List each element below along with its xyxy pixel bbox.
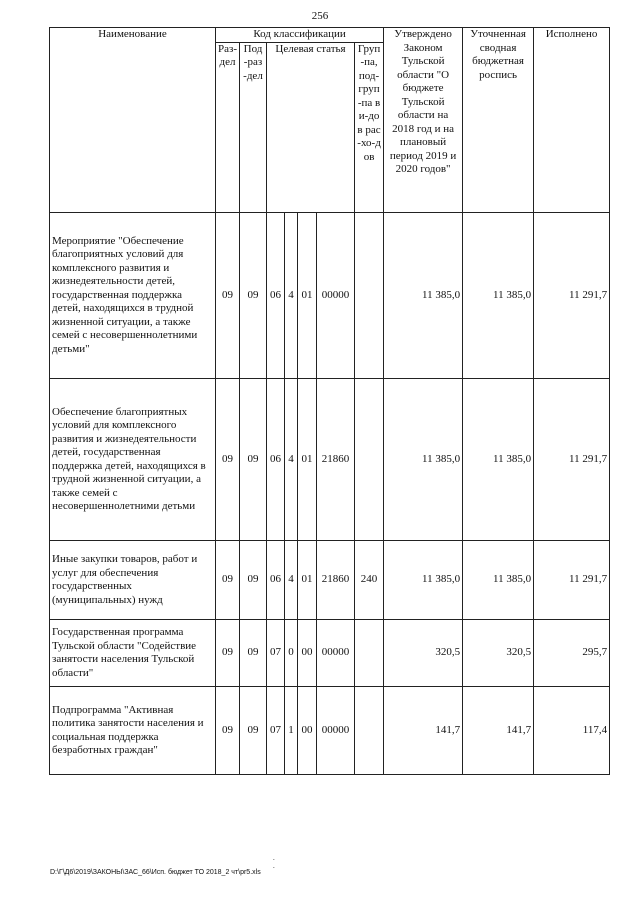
row-code-2: 0 [285, 620, 298, 687]
row-group [355, 213, 384, 379]
row-name: Подпрограмма "Активная политика занятости населения и социальная поддержка безработных граждан" [50, 687, 216, 775]
row-code-4: 21860 [317, 379, 355, 541]
row-executed: 11 291,7 [534, 213, 610, 379]
row-code-3: 01 [298, 379, 317, 541]
row-refined: 11 385,0 [463, 541, 534, 620]
header-refined: Уточненная сводная бюджетная роспись [463, 28, 534, 213]
header-code: Код классификации [216, 28, 384, 43]
row-approved: 11 385,0 [384, 213, 463, 379]
row-approved: 320,5 [384, 620, 463, 687]
row-executed: 11 291,7 [534, 541, 610, 620]
row-approved: 11 385,0 [384, 541, 463, 620]
row-refined: 11 385,0 [463, 379, 534, 541]
row-podrazdel: 09 [240, 687, 267, 775]
row-razdel: 09 [216, 687, 240, 775]
row-code-4: 21860 [317, 541, 355, 620]
stray-mark: . [273, 862, 275, 870]
row-group [355, 687, 384, 775]
table-row [50, 213, 610, 379]
header-row-1 [50, 28, 610, 43]
row-name: Обеспечение благоприятных условий для комплексного развития и жизнедеятельности детей, государственная поддержка детей, находящихся в трудной жизненной ситуации, а также семей с несовершеннолетними детьми [50, 379, 216, 541]
row-code-2: 4 [285, 213, 298, 379]
row-name: Государственная программа Тульской области "Содействие занятости населения Тульской области" [50, 620, 216, 687]
row-code-4: 00000 [317, 213, 355, 379]
row-code-1: 06 [267, 379, 285, 541]
header-executed: Исполнено [534, 28, 610, 213]
table-row [50, 687, 610, 775]
header-approved: Утверждено Законом Тульской области "О бюджете Тульской области на 2018 год и на плановый период 2019 и 2020 годов" [384, 28, 463, 213]
row-podrazdel: 09 [240, 620, 267, 687]
row-group [355, 379, 384, 541]
row-executed: 295,7 [534, 620, 610, 687]
table-row [50, 379, 610, 541]
stray-mark: . [273, 854, 275, 862]
header-target: Целевая статья [267, 42, 355, 213]
row-code-4: 00000 [317, 620, 355, 687]
row-code-4: 00000 [317, 687, 355, 775]
row-name: Иные закупки товаров, работ и услуг для обеспечения государственных (муниципальных) нужд [50, 541, 216, 620]
row-executed: 117,4 [534, 687, 610, 775]
row-razdel: 09 [216, 620, 240, 687]
row-code-3: 00 [298, 620, 317, 687]
row-code-1: 07 [267, 620, 285, 687]
row-approved: 11 385,0 [384, 379, 463, 541]
row-code-2: 4 [285, 379, 298, 541]
row-code-3: 00 [298, 687, 317, 775]
file-path-footer: D:\Г\Д6\2019\ЗАКОНЫ\ЗАС_66\Исп. бюджет ТО 2018_2 чт\pr5.xls [50, 869, 261, 876]
row-code-3: 01 [298, 541, 317, 620]
budget-table [49, 27, 610, 775]
table-row [50, 620, 610, 687]
row-refined: 11 385,0 [463, 213, 534, 379]
row-podrazdel: 09 [240, 541, 267, 620]
row-podrazdel: 09 [240, 379, 267, 541]
row-code-1: 06 [267, 213, 285, 379]
row-executed: 11 291,7 [534, 379, 610, 541]
row-podrazdel: 09 [240, 213, 267, 379]
header-group: Груп-па, под-груп-па ви-дов рас-хо-дов [355, 42, 384, 213]
row-group: 240 [355, 541, 384, 620]
row-name: Мероприятие "Обеспечение благоприятных условий для комплексного развития и жизнедеятельности детей, государственная поддержка детей, находящихся в трудной жизненной ситуации, а также семей с несовершеннолетними детьми" [50, 213, 216, 379]
row-refined: 141,7 [463, 687, 534, 775]
header-section: Раз-дел [216, 42, 240, 213]
row-razdel: 09 [216, 379, 240, 541]
row-refined: 320,5 [463, 620, 534, 687]
row-code-3: 01 [298, 213, 317, 379]
row-group [355, 620, 384, 687]
page-number: 256 [311, 10, 329, 22]
table-row [50, 541, 610, 620]
row-razdel: 09 [216, 213, 240, 379]
row-code-1: 06 [267, 541, 285, 620]
header-subsection: Под-раз-дел [240, 42, 267, 213]
row-razdel: 09 [216, 541, 240, 620]
row-code-2: 1 [285, 687, 298, 775]
row-approved: 141,7 [384, 687, 463, 775]
row-code-1: 07 [267, 687, 285, 775]
row-code-2: 4 [285, 541, 298, 620]
header-name: Наименование [50, 28, 216, 213]
